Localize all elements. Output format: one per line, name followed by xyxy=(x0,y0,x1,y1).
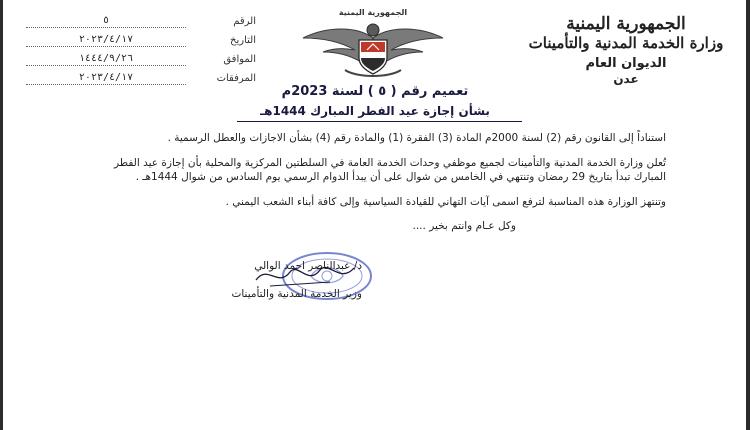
subject-underline xyxy=(237,121,522,122)
reference-number-value: ٥ xyxy=(26,15,186,28)
signature-block xyxy=(122,259,362,301)
signatory-name: د/ عبدالناصر احمد الوالي xyxy=(254,260,362,272)
body-paragraph-3: وتنتهز الوزارة هذه المناسبة لترفع اسمى آيات التهاني للقيادة السياسية وإلى كافة أبناء الشعب اليمني . xyxy=(225,195,666,208)
reference-date-value: ٢٠٢٣/٤/١٧ xyxy=(26,34,186,47)
circular-subject: بشأن إجازة عيد الفطر المبارك 1444هـ xyxy=(260,104,490,118)
letterhead-right xyxy=(516,14,736,86)
scan-left-border xyxy=(0,0,3,430)
city-name: عدن xyxy=(613,72,639,86)
national-emblem xyxy=(297,8,449,80)
reference-number-label: الرقم xyxy=(233,16,256,27)
body-paragraph-1: استناداً إلى القانون رقم (2) لسنة 2000م المادة (3) الفقرة (1) والمادة رقم (4) بشأن الاجازات والعطل الرسمية . xyxy=(167,132,666,144)
reference-number-row xyxy=(26,14,256,29)
body-paragraph-2: تُعلن وزارة الخدمة المدنية والتأمينات لجميع موظفي وحدات الخدمة العامة في السلطتين المركزية والمحلية بأن إجازة عيد الفطر المبارك تبدأ بتاريخ 29 رمضان وتنتهي في الخامس من شوال على أن يبدأ الدوام الرسمي يوم السادس من شوال 1444هـ . xyxy=(113,156,666,183)
reference-hijri-value: ١٤٤٤/٩/٢٦ xyxy=(26,53,186,66)
circular-body xyxy=(106,131,666,234)
reference-hijri-row xyxy=(26,52,256,67)
eagle-emblem-icon xyxy=(297,8,449,80)
reference-attachments-label: المرفقات xyxy=(216,73,256,84)
scan-right-border xyxy=(746,0,750,430)
circular-title: تعميم رقم ( ٥ ) لسنة 2023م xyxy=(281,84,469,99)
closing-greeting: وكل عـام وانتم بخير .... xyxy=(412,220,516,232)
signatory-title: وزير الخدمة المدنية والتأمينات xyxy=(231,288,362,300)
office-name: الديوان العام xyxy=(585,56,667,71)
reference-attachments-value: ٢٠٢٣/٤/١٧ xyxy=(26,72,186,85)
ministry-name: وزارة الخدمة المدنية والتأمينات xyxy=(528,34,724,52)
emblem-caption: الجمهورية اليمنية xyxy=(338,8,408,17)
country-name: الجمهورية اليمنية xyxy=(566,14,686,34)
reference-date-row xyxy=(26,33,256,48)
reference-hijri-label: الموافق xyxy=(223,54,256,65)
reference-date-label: التاريخ xyxy=(230,35,256,46)
reference-block xyxy=(26,14,256,90)
